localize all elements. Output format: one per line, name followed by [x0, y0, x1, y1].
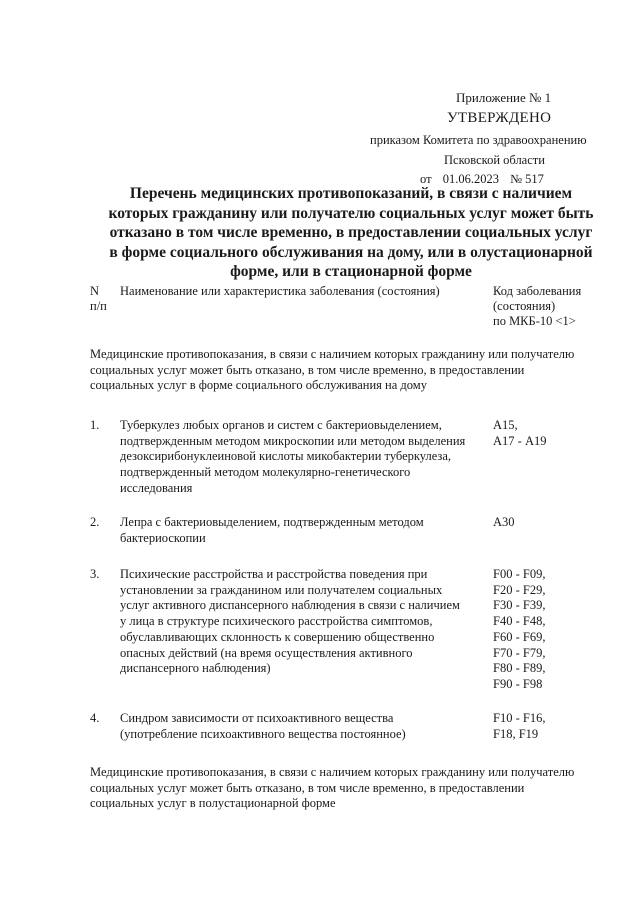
row-number: 1. — [90, 418, 100, 432]
row-icd-code: F10 - F16, F18, F19 — [493, 711, 546, 741]
row-disease-name: Синдром зависимости от психоактивного вещества (употребление психоактивного вещества постоянное) — [120, 711, 406, 741]
row-number: 4. — [90, 711, 100, 725]
title-line: отказано в том числе временно, в предоставлении социальных услуг — [109, 224, 593, 241]
order-from-label: от — [420, 172, 432, 186]
appendix-label: Приложение № 1 — [456, 90, 552, 105]
order-authority: приказом Комитета по здравоохранению — [370, 133, 587, 147]
row-icd-code: F00 - F09, F20 - F29, F30 - F39, F40 - F48, F60 - F69, F70 - F79, F80 - F89, F90 - F98 — [493, 567, 546, 691]
column-header-name: Наименование или характеристика заболевания (состояния) — [120, 284, 440, 298]
row-icd-code: А30 — [493, 515, 515, 529]
section-heading-semi-stationary: Медицинские противопоказания, в связи с наличием которых гражданину или получателю социальных услуг может быть отказано, в том числе временно, в предоставлении социальных услуг в полустационарной форме — [90, 765, 575, 810]
column-header-code: Код заболевания (состояния) по МКБ-10 <1> — [493, 284, 582, 328]
document-title — [88, 184, 614, 282]
order-date: 01.06.2023 — [442, 172, 499, 186]
title-line: которых гражданину или получателю социальных услуг может быть — [108, 204, 594, 222]
title-line: в форме социального обслуживания на дому, или в олустационарной — [109, 243, 593, 261]
row-disease-name: Лепра с бактериовыделением, подтвержденным методом бактериоскопии — [120, 515, 424, 545]
row-disease-name: Психические расстройства и расстройства поведения при установлении за гражданином или получателем социальных услуг активного диспансерного наблюдения в связи с наличием у лица в структуре психического расстройства симптомов, обуславливающих склонность к совершению общественно опасных действий (на время осуществления активного диспансерного наблюдения) — [120, 567, 460, 676]
approved-stamp-text: УТВЕРЖДЕНО — [447, 110, 552, 126]
column-header-number: N п/п — [90, 284, 107, 313]
section-heading-home-care: Медицинские противопоказания, в связи с наличием которых гражданину или получателю социальных услуг может быть отказано, в том числе временно, в предоставлении социальных услуг в форме социального обслуживания на дому — [90, 347, 575, 392]
title-line: форме, или в стационарной форме — [230, 263, 472, 280]
row-number: 2. — [90, 515, 100, 529]
order-region: Псковской области — [444, 153, 545, 167]
row-disease-name: Туберкулез любых органов и систем с бактериовыделением, подтвержденным методом микроскопии или методом выделения дезоксирибонуклеиновой кислоты микобактерии туберкулеза, подтвержденный методом молекулярно-генетического исследования — [120, 418, 466, 495]
order-number: № 517 — [510, 172, 544, 186]
row-icd-code: А15, А17 - А19 — [493, 418, 547, 448]
title-line: Перечень медицинских противопоказаний, в связи с наличием — [129, 185, 573, 202]
row-number: 3. — [90, 567, 100, 581]
